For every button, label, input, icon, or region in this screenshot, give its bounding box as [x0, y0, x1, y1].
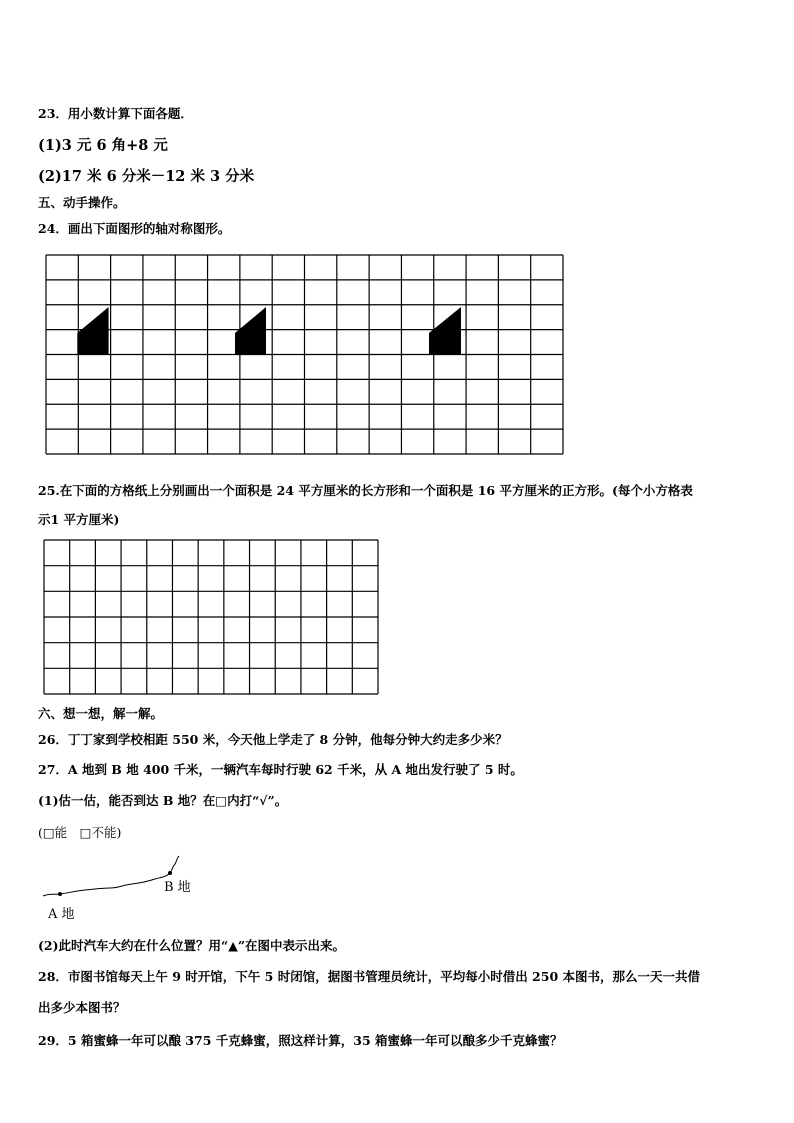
q24-grid	[46, 255, 564, 455]
q24-title: 24．画出下面图形的轴对称图形。	[38, 221, 231, 236]
q27-part1: (1)估一估，能否到达 B 地？在□内打“√”。	[38, 793, 288, 808]
q26-title: 26．丁丁家到学校相距 550 米，今天他上学走了 8 分钟，他每分钟大约走多少米？	[38, 732, 508, 747]
q27-part2: (2)此时汽车大约在什么位置？用“▲”在图中表示出来。	[38, 938, 346, 953]
section-6-heading: 六、想一想，解一解。	[38, 706, 164, 721]
q25-grid	[44, 540, 379, 695]
q27-title: 27．A 地到 B 地 400 千米，一辆汽车每时行驶 62 千米，从 A 地出发行驶了 5 时。	[38, 762, 523, 777]
q23-part1: (1)3 元 6 角+8 元	[38, 137, 168, 154]
q25-title-line1: 25.在下面的方格纸上分别画出一个面积是 24 平方厘米的长方形和一个面积是 16 平方厘米的正方形。(每个小方格表	[38, 483, 693, 498]
q28-line2: 出多少本图书？	[38, 1000, 126, 1015]
q23-part2: (2)17 米 6 分米－12 米 3 分米	[38, 168, 255, 185]
q29-title: 29．5 箱蜜蜂一年可以酿 375 千克蜂蜜，照这样计算，35 箱蜜蜂一年可以酿多少千克蜂蜜？	[38, 1033, 563, 1048]
shape-1	[77, 307, 108, 355]
point-a	[58, 892, 62, 896]
label-a: A 地	[48, 907, 75, 922]
section-5-heading: 五、动手操作。	[38, 195, 126, 210]
point-b	[168, 871, 172, 875]
q25-title-line2: 示1 平方厘米)	[38, 512, 120, 527]
q23-title: 23．用小数计算下面各题．	[38, 106, 193, 121]
q27-options: (□能 □不能)	[38, 825, 122, 840]
q28-line1: 28．市图书馆每天上午 9 时开馆，下午 5 时闭馆，据图书管理员统计，平均每小时借出 250 本图书，那么一天一共借	[38, 969, 700, 984]
label-b: B 地	[164, 880, 191, 895]
